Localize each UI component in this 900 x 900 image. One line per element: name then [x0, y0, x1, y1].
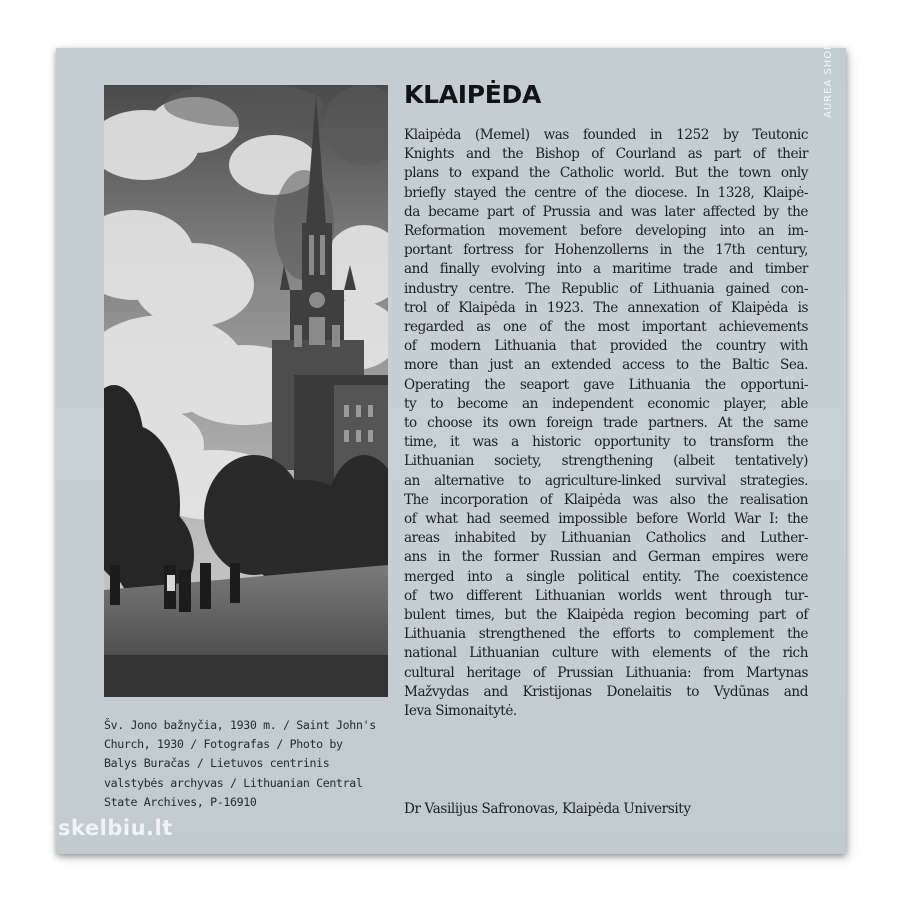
- watermark-text: skelbiu.lt: [58, 816, 173, 840]
- body-line: trol of Klaipėda in 1923. The annexation of Klaipėda is: [404, 299, 808, 316]
- body-line: Knights and the Bishop of Courland as part of their: [404, 146, 808, 163]
- body-line: cultural heritage of Prussian Lithuania: from Martynas: [404, 664, 808, 681]
- body-line: regarded as one of the most important achievements: [404, 319, 808, 336]
- body-line: Ieva Simonaitytė.: [404, 703, 517, 720]
- plaque-body-text: [404, 126, 808, 721]
- body-line: and finally evolving into a maritime trade and timber: [404, 261, 808, 278]
- body-line: Reformation movement before developing into an im-: [404, 223, 808, 240]
- body-line: ans in the former Russian and German empires were: [404, 549, 808, 566]
- body-line: national Lithuanian culture with elements of the rich: [404, 645, 808, 662]
- body-line: The incorporation of Klaipėda was also the realisation: [404, 491, 808, 508]
- body-line: portant fortress for Hohenzollerns in the 17th century,: [404, 242, 808, 259]
- body-line: more than just an extended access to the Baltic Sea.: [404, 357, 808, 374]
- body-line: briefly stayed the centre of the diocese. In 1328, Klaipė-: [404, 184, 808, 201]
- body-line: areas inhabited by Lithuanian Catholics and Luther-: [404, 530, 808, 547]
- body-line: an alternative to agriculture-linked survival strategies.: [404, 472, 808, 489]
- photo-caption: [104, 716, 384, 812]
- body-line: of two different Lithuanian worlds went through tur-: [404, 587, 808, 604]
- body-line: Lithuania strengthened the efforts to complement the: [404, 626, 808, 643]
- body-line: merged into a single political entity. The coexistence: [404, 568, 808, 585]
- body-line: Klaipėda (Memel) was founded in 1252 by Teutonic: [404, 127, 808, 143]
- caption-line: Šv. Jono bažnyčia, 1930 m. / Saint John's: [104, 718, 376, 732]
- plaque-title: KLAIPĖDA: [404, 80, 542, 109]
- body-line: ty to become an independent economic player, able: [404, 395, 808, 412]
- bottom-watermark: [36, 816, 173, 840]
- body-line: plans to expand the Catholic world. But the town only: [404, 165, 808, 182]
- caption-line: Balys Buračas / Lietuvos centrinis: [104, 756, 330, 771]
- body-line: time, it was a historic opportunity to transform the: [404, 434, 808, 451]
- body-line: da became part of Prussia and was later affected by the: [404, 203, 808, 220]
- caption-line: Church, 1930 / Fotografas / Photo by: [104, 737, 343, 752]
- body-line: bulent times, but the Klaipėda region becoming part of: [404, 607, 808, 624]
- body-line: of modern Lithuania that provided the country with: [404, 338, 808, 355]
- church-photo: [104, 85, 388, 697]
- caption-line: valstybės archyvas / Lithuanian Central: [104, 775, 363, 790]
- side-watermark: AUREA SHOP ©: [823, 27, 834, 118]
- author-credit: Dr Vasilijus Safronovas, Klaipėda University: [404, 801, 691, 817]
- caption-line: State Archives, P-16910: [104, 794, 257, 809]
- body-line: Mažvydas and Kristijonas Donelaitis to Vydūnas and: [404, 683, 808, 700]
- body-line: industry centre. The Republic of Lithuania gained con-: [404, 280, 808, 297]
- body-line: of what had seemed impossible before World War I: the: [404, 511, 808, 528]
- watermark-logo-icon: [36, 819, 54, 837]
- body-line: to choose its own foreign trade partners. At the same: [404, 415, 808, 432]
- body-line: Lithuanian society, strengthening (albeit tentatively): [404, 453, 808, 470]
- body-line: Operating the seaport gave Lithuania the opportuni-: [404, 376, 808, 393]
